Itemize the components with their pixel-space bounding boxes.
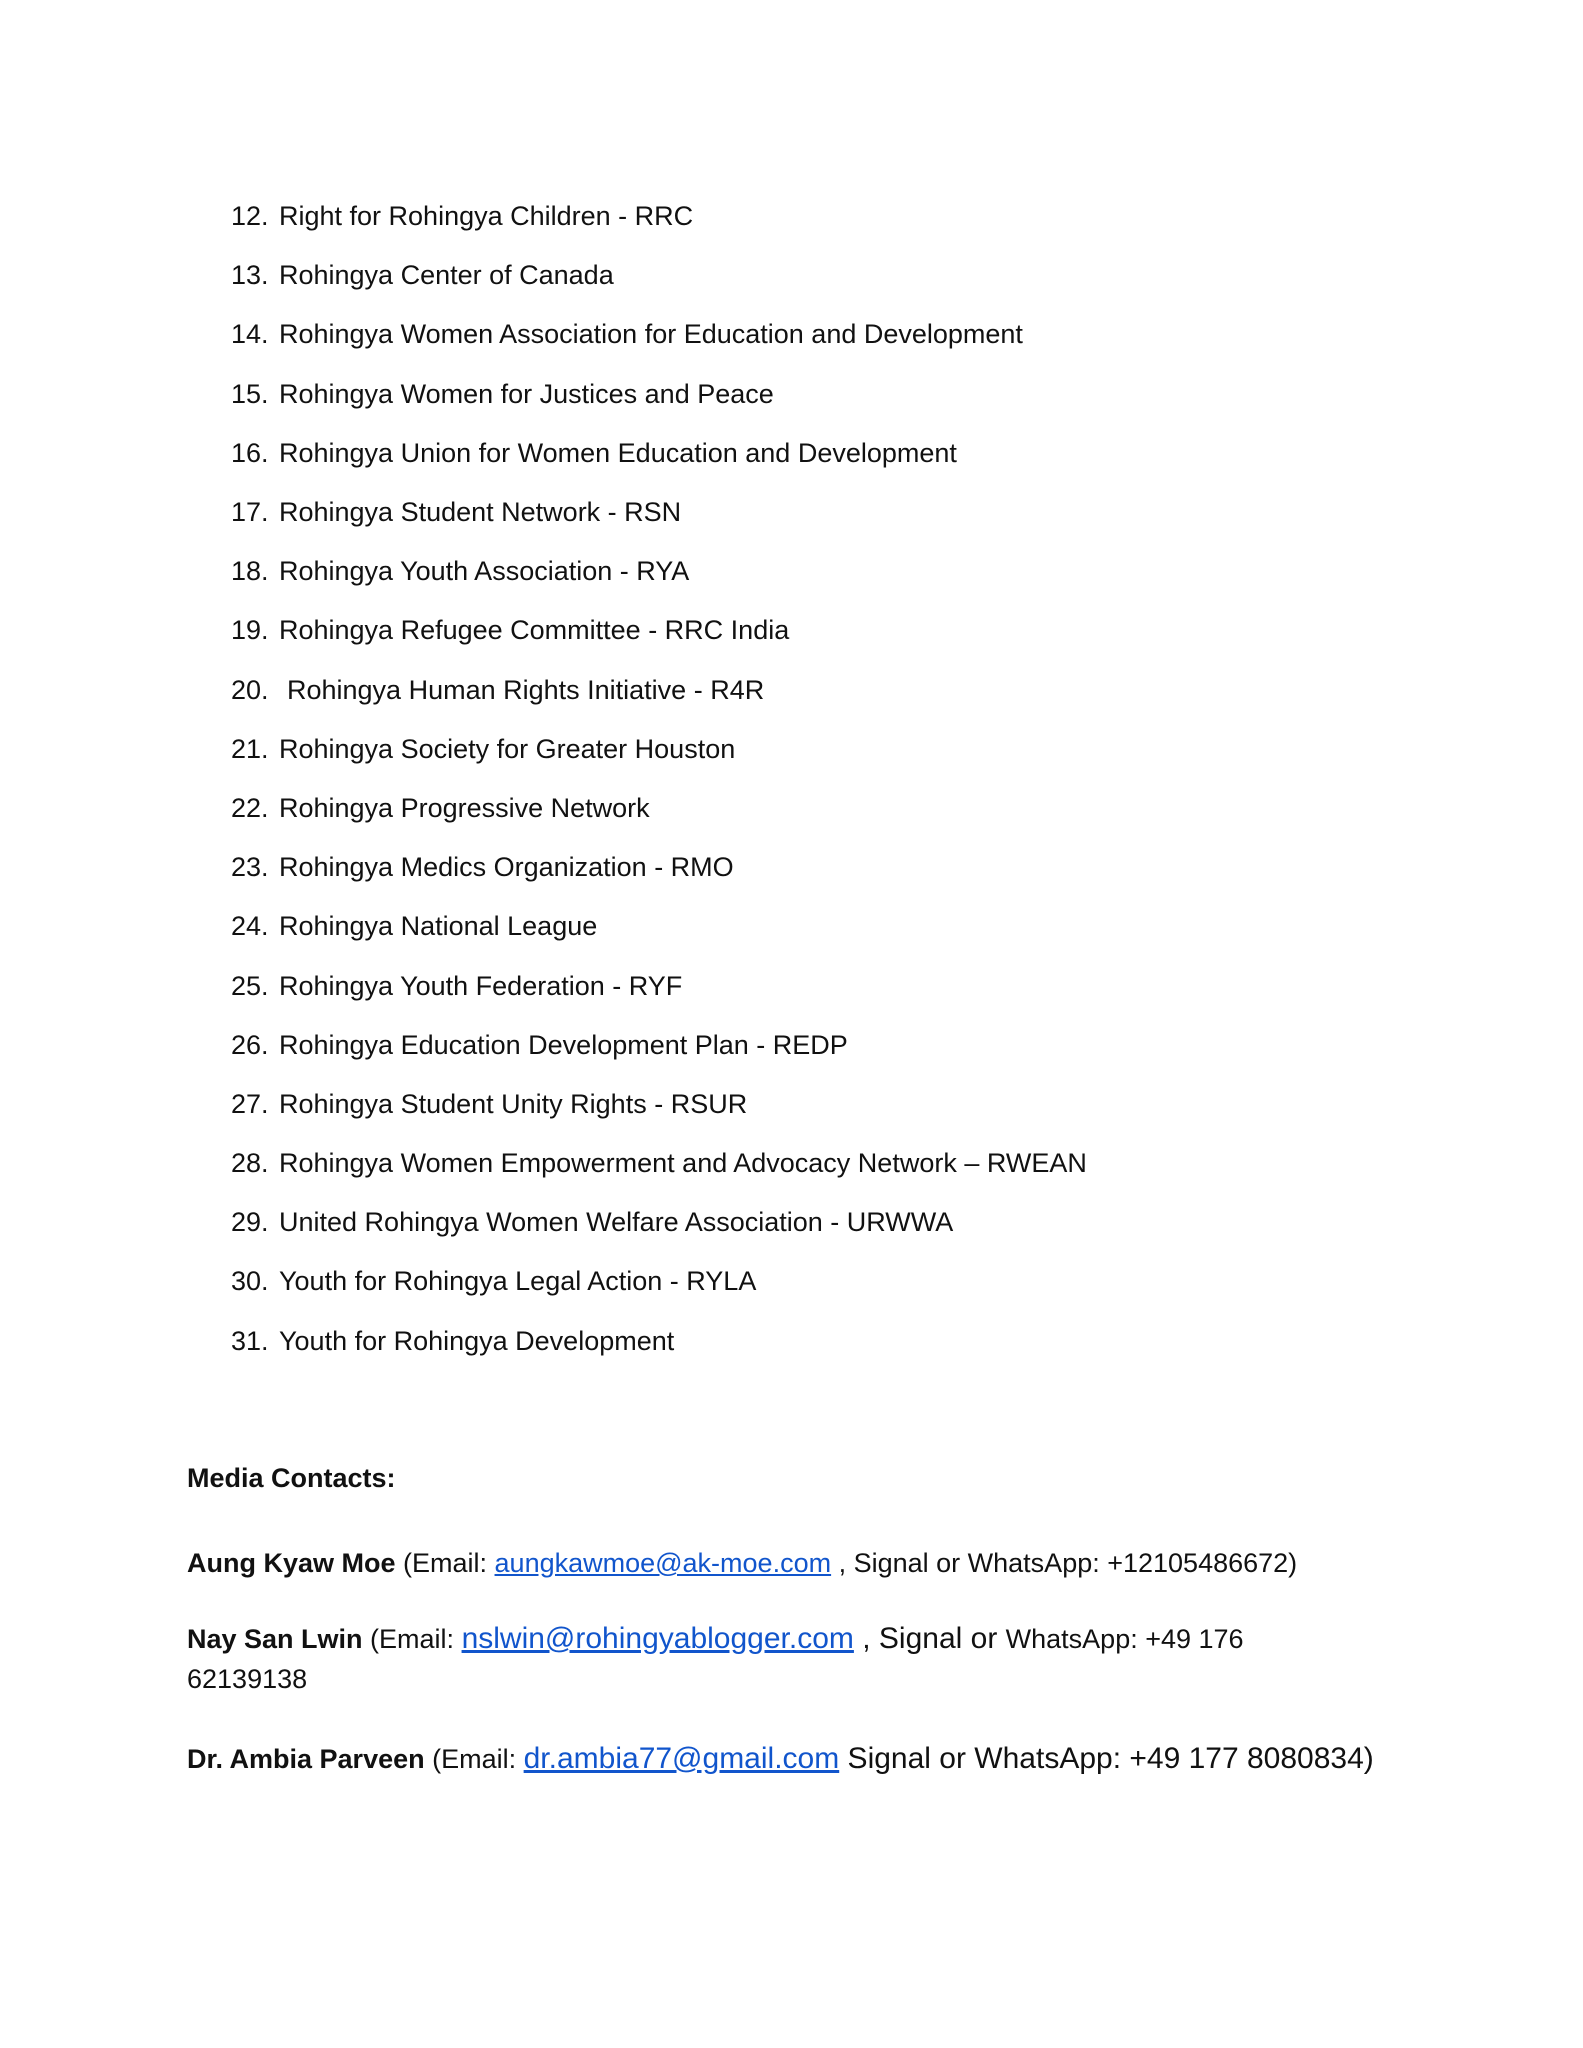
contact-phone-continued: 62139138 — [187, 1664, 308, 1694]
contact-signal-text: , Signal or — [853, 1622, 1006, 1655]
list-item-number: 22. — [231, 792, 269, 823]
contact-name: Dr. Ambia Parveen — [187, 1744, 425, 1774]
list-item-label: Rohingya Women Association for Education and Development — [279, 319, 1023, 350]
contact-email-link[interactable]: dr.ambia77@gmail.com — [523, 1742, 840, 1775]
list-item-label: Rohingya Human Rights Initiative - R4R — [287, 674, 765, 705]
list-item — [231, 1075, 1087, 1134]
contact-name: Aung Kyaw Moe — [187, 1548, 396, 1578]
list-item-number: 21. — [231, 733, 269, 764]
list-item-number: 27. — [231, 1088, 269, 1119]
list-item-number: 28. — [231, 1148, 269, 1179]
list-item-label: Rohingya Society for Greater Houston — [279, 733, 736, 764]
list-item-label: Youth for Rohingya Legal Action - RYLA — [279, 1266, 757, 1297]
list-item-label: Rohingya National League — [279, 911, 598, 942]
list-item-label: Rohingya Youth Federation - RYF — [279, 970, 683, 1001]
list-item — [231, 305, 1087, 364]
list-item-label: Rohingya Student Unity Rights - RSUR — [279, 1088, 748, 1119]
list-item — [231, 424, 1087, 483]
list-item-number: 16. — [231, 437, 269, 468]
list-item — [231, 720, 1087, 779]
list-item — [231, 1134, 1087, 1193]
contact-phone-text: , Signal or WhatsApp: +12105486672) — [831, 1548, 1298, 1578]
list-item — [231, 779, 1087, 838]
list-item — [231, 246, 1087, 305]
list-item-number: 30. — [231, 1266, 269, 1297]
list-item-label: Rohingya Student Network - RSN — [279, 497, 682, 528]
list-item — [231, 483, 1087, 542]
list-item-number: 26. — [231, 1029, 269, 1060]
list-item-label: Rohingya Refugee Committee - RRC India — [279, 615, 790, 646]
list-item — [231, 838, 1087, 897]
list-item-number: 15. — [231, 378, 269, 409]
list-item — [231, 956, 1087, 1015]
contact-email-prefix: (Email: — [424, 1744, 524, 1774]
contact-email-link[interactable]: nslwin@rohingyablogger.com — [461, 1622, 854, 1655]
list-item-number: 24. — [231, 911, 269, 942]
list-item-label: Rohingya Education Development Plan - REDP — [279, 1029, 848, 1060]
list-item — [231, 1252, 1087, 1311]
contact-email-link[interactable]: aungkawmoe@ak-moe.com — [494, 1548, 832, 1578]
list-item — [231, 542, 1087, 601]
list-item-label: Rohingya Medics Organization - RMO — [279, 852, 734, 883]
list-item-number: 12. — [231, 201, 269, 232]
list-item — [231, 1312, 1087, 1371]
contact-name: Nay San Lwin — [187, 1624, 363, 1654]
list-item-label: Rohingya Women for Justices and Peace — [279, 378, 774, 409]
list-item-number: 20. — [231, 674, 269, 705]
list-item — [231, 365, 1087, 424]
contact-phone-text: WhatsApp: +49 177 8080834) — [974, 1742, 1374, 1775]
contact-phone-text: WhatsApp: +49 176 — [1005, 1624, 1244, 1654]
list-item-label: Rohingya Union for Women Education and Development — [279, 437, 957, 468]
contact-email-prefix: (Email: — [362, 1624, 462, 1654]
contact-signal-text: Signal or — [839, 1742, 975, 1775]
contact-entry — [187, 1619, 1327, 1699]
contact-entry — [187, 1739, 1374, 1779]
list-item-label: Rohingya Center of Canada — [279, 260, 614, 291]
list-item-number: 14. — [231, 319, 269, 350]
list-item — [231, 601, 1087, 660]
list-item-number: 29. — [231, 1207, 269, 1238]
list-item-label: Right for Rohingya Children - RRC — [279, 201, 694, 232]
list-item-label: Rohingya Progressive Network — [279, 792, 650, 823]
contact-email-prefix: (Email: — [395, 1548, 495, 1578]
list-item-number: 13. — [231, 260, 269, 291]
list-item — [231, 1016, 1087, 1075]
list-item-label: Rohingya Women Empowerment and Advocacy Network – RWEAN — [279, 1148, 1087, 1179]
list-item-number: 19. — [231, 615, 269, 646]
list-item — [231, 661, 1087, 720]
contact-entry — [187, 1543, 1297, 1583]
media-contacts-heading: Media Contacts: — [187, 1463, 396, 1493]
list-item-number: 18. — [231, 556, 269, 587]
list-item-label: Youth for Rohingya Development — [279, 1325, 675, 1356]
list-item-number: 23. — [231, 852, 269, 883]
media-contacts-section — [187, 1463, 1417, 1775]
list-item-number: 31. — [231, 1325, 269, 1356]
list-item — [231, 1193, 1087, 1252]
list-item — [231, 187, 1087, 246]
organization-list — [231, 187, 1087, 1371]
list-item-number: 17. — [231, 497, 269, 528]
list-item-label: United Rohingya Women Welfare Association - URWWA — [279, 1207, 954, 1238]
list-item-label: Rohingya Youth Association - RYA — [279, 556, 690, 587]
list-item — [231, 897, 1087, 956]
list-item-number: 25. — [231, 970, 269, 1001]
